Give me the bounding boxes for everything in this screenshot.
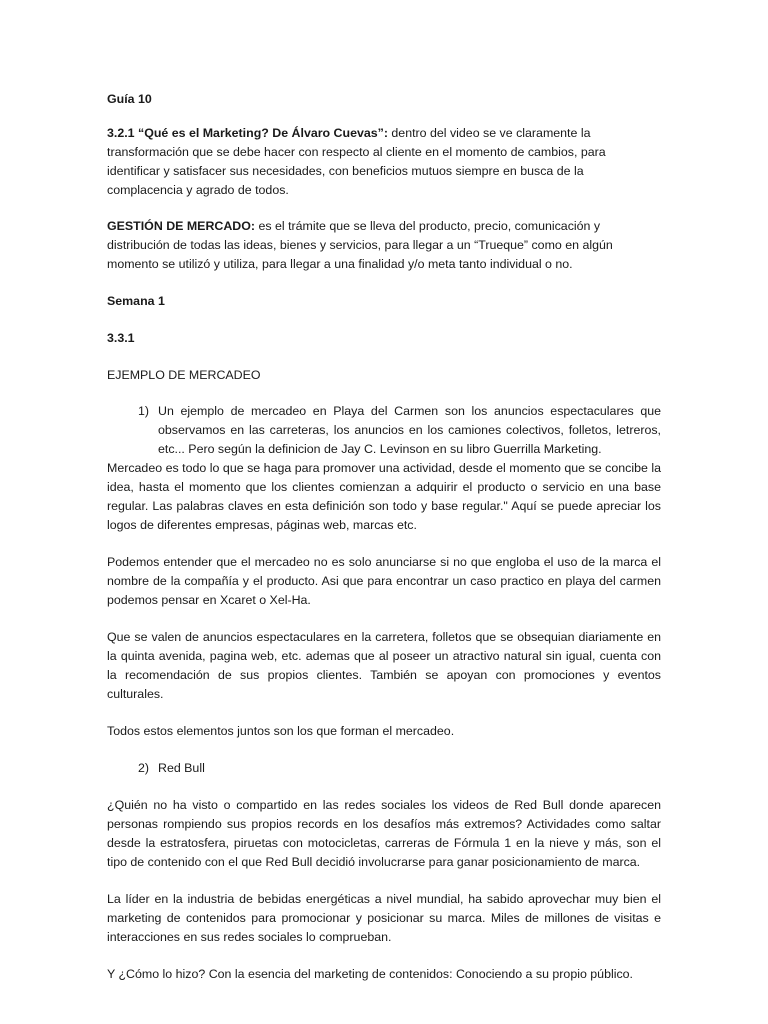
paragraph-como-lo-hizo: Y ¿Cómo lo hizo? Con la esencia del marketing de contenidos: Conociendo a su propio público. — [107, 967, 634, 981]
paragraph-heading: 3.2.1 “Qué es el Marketing? De Álvaro Cuevas”: — [107, 126, 388, 140]
paragraph-text: dentro del video se ve claramente la transformación que se debe hacer con respecto al cliente en el momento de cambios, para identificar y satisfacer sus necesidades, con beneficios mutuos siempre en busca de la complacencia y agrado de todos. — [107, 126, 606, 197]
example-heading: EJEMPLO DE MERCADEO — [107, 368, 261, 382]
list-item-text: Un ejemplo de mercadeo en Playa del Carmen son los anuncios espectaculares que observamos en las carreteras, los anuncios en los camiones colectivos, folletos, letreros, etc... Pero según la definicion de Jay C. Levinson en su libro Guerrilla Marketing. — [158, 404, 661, 456]
paragraph-red-bull-videos: ¿Quién no ha visto o compartido en las redes sociales los videos de Red Bull donde aparecen personas rompiendo sus propios records en los desafíos más extremos? Actividades como saltar desde la estratosfera, piruetas con motocicletas, carreras de Fórmula 1 en la nieve y más, son el tipo de contenido con el que Red Bull decidió involucrarse para ganar posicionamiento de marca. — [107, 798, 661, 869]
list-item-1 — [107, 402, 661, 459]
paragraph-definicion: Mercadeo es todo lo que se haga para promover una actividad, desde el momento que se concibe la idea, hasta el momento que los clientes comienzan a adquirir el producto o servicio en una base regular. Las palabras claves en esta definición son todo y base regular." Aquí se puede apreciar los logos de diferentes empresas, páginas web, marcas etc. — [107, 461, 661, 532]
list-item-text: Red Bull — [158, 761, 205, 775]
document-title: Guía 10 — [107, 92, 152, 106]
paragraph-marketing-video — [107, 124, 661, 200]
week-heading: Semana 1 — [107, 294, 165, 308]
paragraph-gestion-mercado — [107, 217, 661, 274]
paragraph-heading: GESTIÓN DE MERCADO: — [107, 219, 256, 233]
paragraph-entender: Podemos entender que el mercadeo no es solo anunciarse si no que engloba el uso de la marca el nombre de la compañía y el producto. Asi que para encontrar un caso practico en playa del carmen podemos pensar en Xcaret o Xel-Ha. — [107, 555, 661, 607]
list-number: 1) — [138, 404, 150, 418]
list-item-2 — [107, 759, 661, 778]
paragraph-anuncios: Que se valen de anuncios espectaculares en la carretera, folletos que se obsequian diariamente en la quinta avenida, pagina web, etc. ademas que al poseer un atractivo natural sin igual, cuenta con la recomendación de sus propios clientes. También se apoyan con promociones y eventos culturales. — [107, 630, 661, 701]
list-number: 2) — [138, 761, 150, 775]
document-page — [107, 90, 661, 984]
paragraph-red-bull-lider: La líder en la industria de bebidas energéticas a nivel mundial, ha sabido aprovechar muy bien el marketing de contenidos para promocionar y posicionar su marca. Miles de millones de visitas e interacciones en sus redes sociales lo comprueban. — [107, 892, 661, 944]
section-number: 3.3.1 — [107, 331, 135, 345]
paragraph-elementos: Todos estos elementos juntos son los que forman el mercadeo. — [107, 724, 455, 738]
paragraph-text: es el trámite que se lleva del producto, precio, comunicación y distribución de todas las ideas, bienes y servicios, para llegar a un “Trueque” como en algún momento se utilizó y utiliza, para llegar a una finalidad y/o meta tanto individual o no. — [107, 219, 613, 271]
